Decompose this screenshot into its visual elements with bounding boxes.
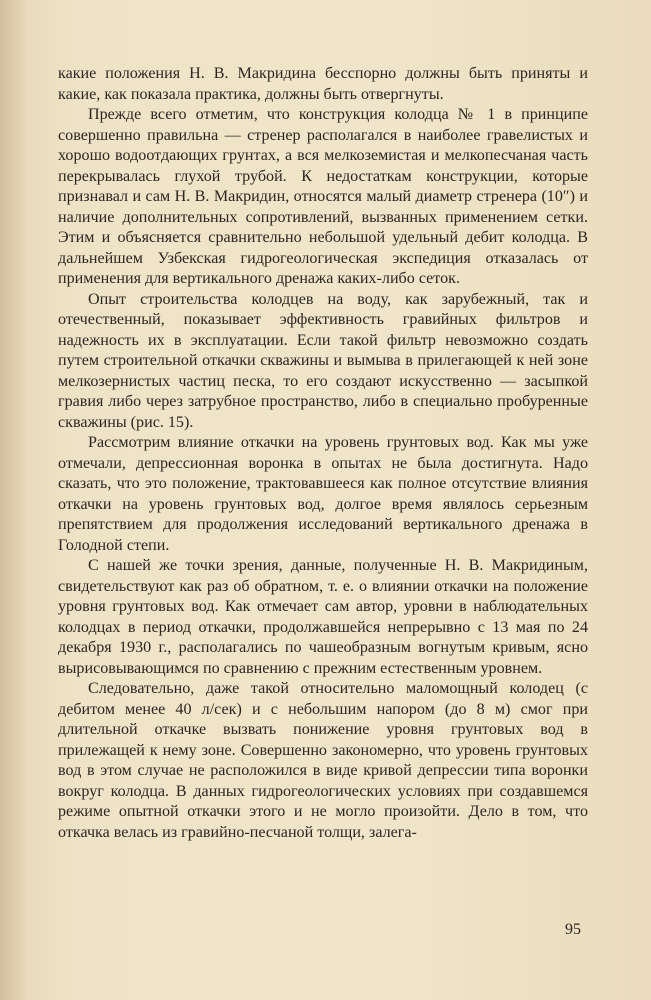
paragraph-well-construction: Прежде всего отметим, что конструкция колодца № 1 в принципе совершенно правильна — стренер располагался в наиболее гравелистых и хорошо водоотдающих грунтах, а вся мелкоземистая и мелкопесчаная часть перекрывалась глухой трубой. К недостаткам конструкции, которые признавал и сам Н. В. Макридин, относятся малый диаметр стренера (10″) и наличие дополнительных сопротивлений, вызванных применением сетки. Этим и объясняется сравнительно небольшой удельный дебит колодца. В дальнейшем Узбекская гидрогеологическая экспедиция отказалась от применения для вертикального дренажа каких-либо сеток. (58, 106, 588, 287)
paragraph-gravel-filters: Опыт строительства колодцев на воду, как зарубежный, так и отечественный, показывает эффективность гравийных фильтров и надежность их в эксплуатации. Если такой фильтр невозможно создать путем строительной откачки скважины и вымыва в прилегающей к ней зоне мелкозернистых частиц песка, то его создают искусственно — засыпкой гравия либо через затрубное пространство, либо в специально пробуренные скважины (рис. 15). (58, 290, 588, 431)
paragraph-conclusion: Следовательно, даже такой относительно маломощный колодец (с дебитом менее 40 л/сек) и с небольшим напором (до 8 м) смог при длительной откачке вызвать понижение уровня грунтовых вод в прилежащей к нему зоне. Совершенно закономерно, что уровень грунтовых вод в этом случае не расположился в виде кривой депрессии типа воронки вокруг колодца. В данных гидрогеологических условиях при создавшемся режиме опытной откачки этого и не могло произойти. Дело в том, что откачка велась из гравийно-песчаной толщи, залега- (58, 680, 588, 841)
page-number: 95 (565, 921, 581, 938)
spine-shadow (0, 0, 28, 1000)
paragraph-continuation: какие положения Н. В. Макридина бесспорно должны быть приняты и какие, как показала практика, должны быть отвергнуты. (58, 65, 588, 103)
paragraph-groundwater-influence: Рассмотрим влияние откачки на уровень грунтовых вод. Как мы уже отмечали, депрессионная воронка в опытах не была достигнута. Надо сказать, что это положение, трактовавшееся как полное отсутствие влияния откачки на уровень грунтовых вод, долгое время являлось серьезным препятствием для продолжения исследований вертикального дренажа в Голодной степи. (58, 434, 588, 554)
body-text (58, 64, 588, 843)
paragraph-makridin-data: С нашей же точки зрения, данные, полученные Н. В. Макридиным, свидетельствуют как раз об обратном, т. е. о влиянии откачки на положение уровня грунтовых вод. Как отмечает сам автор, уровни в наблюдательных колодцах в период откачки, продолжавшейся непрерывно с 13 мая по 24 декабря 1930 г., располагались по чашеобразным вогнутым кривым, ясно вырисовывающимся по сравнению с прежним естественным уровнем. (58, 557, 588, 677)
